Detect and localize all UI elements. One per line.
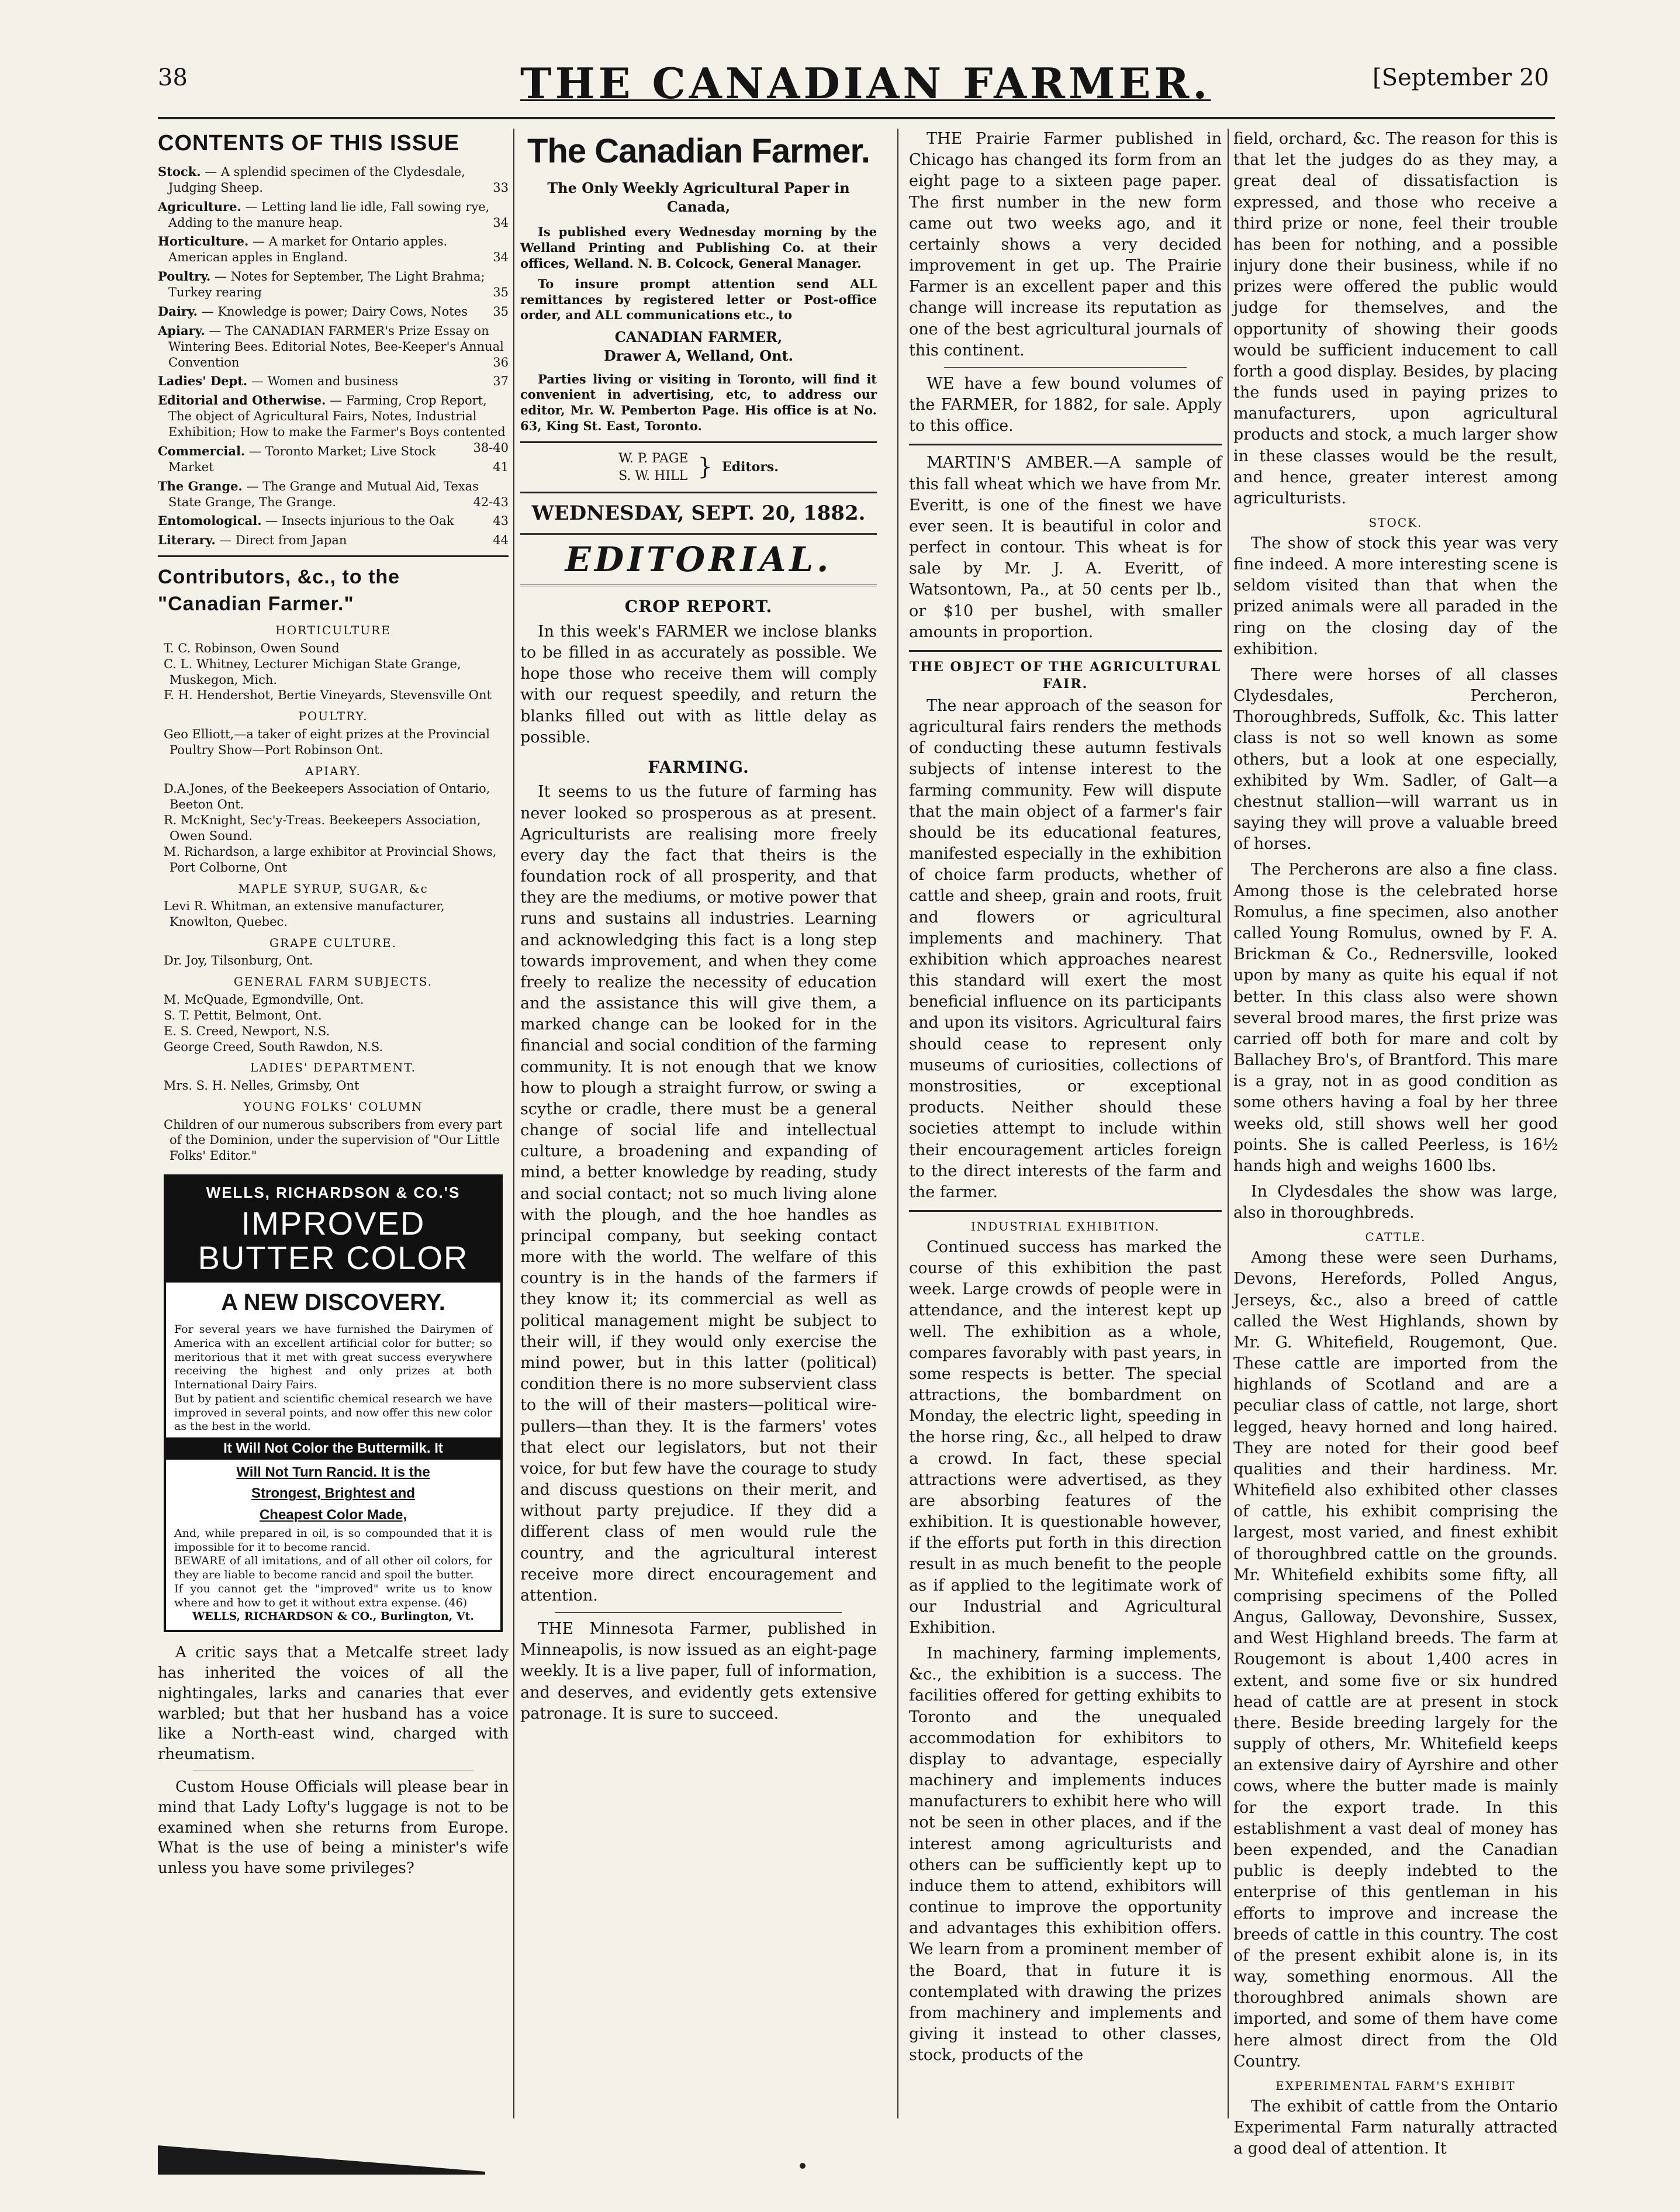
paper-title: The Canadian Farmer. <box>527 132 870 170</box>
column-3 <box>909 129 1222 2118</box>
contributor-entry: Dr. Joy, Tilsonburg, Ont. <box>164 953 313 968</box>
header-date: [September 20 <box>1373 64 1549 91</box>
remittance-notice: To insure prompt attention send ALL remittances by registered letter or Post-office order, and ALL communications etc., to <box>520 276 877 323</box>
agricultural-fair-heading: THE OBJECT OF THE AGRICULTURAL FAIR. <box>909 659 1222 692</box>
ad-para3: And, while prepared in oil, is so compounded that it is impossible for it to become rancid. <box>174 1526 492 1554</box>
ad-discovery: A NEW DISCOVERY. <box>221 1289 445 1315</box>
contributor-entry: R. McKnight, Sec'y-Treas. Beekeepers Association, Owen Sound. <box>164 813 481 843</box>
contents-item: Apiary. — The CANADIAN FARMER's Prize Essay on Wintering Bees. Editorial Notes, Bee-Keeper's Annual Convention 36 <box>158 323 509 369</box>
contributor-category: POULTRY. <box>298 709 368 724</box>
contents-page: 33 <box>493 180 509 195</box>
bound-volumes-paragraph: WE have a few bound volumes of the FARMER, for 1882, for sale. Apply to this office. <box>909 374 1222 436</box>
masthead: THE CANADIAN FARMER. <box>520 58 1211 108</box>
contents-page: 38-40 <box>473 440 509 455</box>
contents-item: Dairy. — Knowledge is power; Dairy Cows, Notes 35 <box>158 303 509 319</box>
ink-smear <box>158 2140 485 2175</box>
contents-page: 34 <box>493 215 509 230</box>
ad-line1: Will Not Turn Rancid. It is the <box>236 1464 430 1481</box>
contents-item: Editorial and Otherwise. — Farming, Crop Report, The object of Agricultural Fairs, Notes, Industrial Exhibition; How to make the Farmer's Boys contented 38-40 <box>158 393 509 455</box>
contributor-category: HORTICULTURE <box>275 623 391 638</box>
toronto-notice: Parties living or visiting in Toronto, will find it convenient in advertising, etc, to address our editor, Mr. W. Pemberton Page. His office is at No. 63, King St. East, Toronto. <box>520 371 877 434</box>
contents-section: Stock. <box>158 164 201 179</box>
agricultural-fair-text: The near approach of the season for agricultural fairs renders the methods of conducting these autumn festivals subjects of intense interest to the farming community. Few will dispute that the main object of a farmer's fair should be its educational features, manifested especially in the exhibition of choice farm products, whether of cattle and sheep, grain and roots, fruit and flowers or agricultural implements and machinery. That exhibition which approaches nearest this standard will exert the most beneficial influence on its participants and upon its visitors. Agricultural fairs should cease to represent only museums of curiosities, collections of monstrosities, or exceptional products. Neither should these societies attempt to include within their encouragement articles foreign to the direct interests of the farm and the farmer. <box>909 696 1222 1201</box>
contents-text: Direct from Japan <box>236 533 347 548</box>
contents-item: The Grange. — The Grange and Mutual Aid, Texas State Grange, The Grange. 42-43 <box>158 478 509 509</box>
page-number: 38 <box>158 64 188 91</box>
exhibition-continued: field, orchard, &c. The reason for this is that let the judges do as they may, a great deal of dissatisfaction is expressed, and those who receive a third prize or none, feel their trouble has been for nothing, and a possible injury done their business, while if no prizes were offered the public would judge for themselves, and the opportunity of showing their goods would be sufficient inducement to call forth a good display. Besides, by placing the funds used in paying prizes to manufacturers, upon agricultural products and stock, a much larger show in these classes would be the result, and hence, greater interest among agriculturists. <box>1233 130 1558 507</box>
contributors-list <box>158 623 509 1164</box>
ad-line2: Strongest, Brightest and <box>251 1485 416 1502</box>
ad-footer: WELLS, RICHARDSON & CO., Burlington, Vt. <box>192 1610 475 1623</box>
contributor-category: GRAPE CULTURE. <box>269 935 397 950</box>
contents-title: CONTENTS OF THIS ISSUE <box>158 131 460 155</box>
contents-page: 41 <box>493 459 509 474</box>
ad-para5: If you cannot get the "improved" write us to know where and how to get it without extra expense. (46) <box>174 1582 492 1609</box>
contents-item: Ladies' Dept. — Women and business 37 <box>158 374 509 389</box>
ad-band: It Will Not Color the Buttermilk. It <box>166 1437 500 1460</box>
divider <box>158 555 509 557</box>
divider <box>520 492 877 493</box>
contents-section: The Grange. <box>158 478 243 493</box>
stock-paragraph-3: The Percherons are also a fine class. Among those is the celebrated horse Romulus, a fine specimen, also another called Young Romulus, owned by F. A. Brickman & Co., Rednersville, looked upon by many as quite his equal if not better. In this class also were shown several brood mares, the first prize was carried off both for mare and colt by Ballachey Bro's, of Brantford. This mare is a gray, not in as good condition as some others having a foal by her three weeks old, still shows well her good points. She is called Peerless, is 16½ hands high and weighs 1600 lbs. <box>1233 860 1558 1175</box>
ink-dot <box>800 2163 806 2169</box>
editors-block <box>520 450 877 485</box>
contents-item: Stock. — A splendid specimen of the Clydesdale, Judging Sheep. 33 <box>158 164 509 195</box>
divider <box>555 1612 842 1613</box>
contents-page: 34 <box>493 250 509 265</box>
ad-product-line1: IMPROVED <box>241 1204 426 1242</box>
contents-item: Commercial. — Toronto Market; Live Stock Market 41 <box>158 443 509 474</box>
customs-paragraph: Custom House Officials will please bear in mind that Lady Lofty's luggage is not to be examined when she returns from Europe. What is the use of being a minister's wife unless you have some privileges? <box>158 1778 509 1878</box>
column-4 <box>1233 129 1558 2158</box>
contributor-entry: Levi R. Whitman, an extensive manufacturer, Knowlton, Quebec. <box>164 899 445 929</box>
contributor-entry: D.A.Jones, of the Beekeepers Association of Ontario, Beeton Ont. <box>164 782 490 812</box>
contributor-entry: Geo Elliott,—a taker of eight prizes at the Provincial Poultry Show—Port Robinson Ont. <box>164 727 490 757</box>
editors-label: Editors. <box>721 459 779 475</box>
contents-section: Dairy. <box>158 303 198 319</box>
publishing-notice: Is published every Wednesday morning by the Welland Printing and Publishing Co. at their offices, Welland. N. B. Colcock, General Manager. <box>520 224 877 271</box>
issue-dateline: WEDNESDAY, SEPT. 20, 1882. <box>531 502 866 526</box>
editor-hill: S. W. HILL <box>618 468 688 483</box>
contents-section: Horticulture. <box>158 234 249 249</box>
editor-page: W. P. PAGE <box>618 451 689 466</box>
column-divider <box>897 129 898 2118</box>
farming-heading: FARMING. <box>648 757 749 777</box>
contents-text: A market for Ontario apples. American apples in England. <box>168 234 448 265</box>
industrial-exhibition-text-1: Continued success has marked the course of this exhibition the past week. Large crowds of people were in attendance, and the interest kept up well. The exhibition as a whole, compares favorably with past years, in some respects is better. The special attractions, the bombardment on Monday, the electric light, speeding in the horse ring, &c., all helped to draw a crowd. In fact, these special attractions were advertised, as they are absorbing features of the exhibition. It is questionable however, if the efforts put forth in this direction result in as much benefit to the people as if applied to the legitimate work of our Industrial and Agricultural Exhibition. <box>909 1238 1222 1637</box>
martins-amber-paragraph: MARTIN'S AMBER.—A sample of this fall wheat which we have from Mr. Everitt, is one of the finest we have ever seen. It is beautiful in color and perfect in contour. This wheat is for sale by Mr. J. A. Everitt, of Watsontown, Pa., at 50 cents per lb., or $10 per bushel, with smaller amounts in proportion. <box>909 454 1222 641</box>
contributor-category: YOUNG FOLKS' COLUMN <box>243 1099 423 1114</box>
editor-names <box>618 450 688 485</box>
contributor-category: GENERAL FARM SUBJECTS. <box>233 974 433 989</box>
contents-page: 35 <box>493 304 509 319</box>
contents-section: Commercial. <box>158 443 246 458</box>
stock-heading: STOCK. <box>1368 516 1423 530</box>
contents-text: Letting land lie idle, Fall sowing rye, Adding to the manure heap. <box>168 199 490 230</box>
contributor-entry: Mrs. S. H. Nelles, Grimsby, Ont <box>164 1079 359 1093</box>
contents-text: Notes for September, The Light Brahma; Turkey rearing <box>168 269 485 300</box>
ad-product-line2: BUTTER COLOR <box>198 1239 469 1276</box>
stock-paragraph-4: In Clydesdales the show was large, also in thoroughbreds. <box>1233 1183 1558 1222</box>
contents-section: Literary. <box>158 533 216 548</box>
contributor-category: LADIES' DEPARTMENT. <box>250 1060 416 1075</box>
divider <box>909 444 1222 445</box>
contributor-entry: E. S. Creed, Newport, N.S. <box>164 1024 330 1038</box>
contributor-entry: F. H. Hendershot, Bertie Vineyards, Stevensville Ont <box>164 688 492 703</box>
minnesota-paragraph: THE Minnesota Farmer, published in Minneapolis, is now issued as an eight-page weekly. It is a live paper, full of information, and deserves, and evidently gets extensive patronage. It is sure to succeed. <box>520 1620 877 1723</box>
ad-para1: For several years we have furnished the Dairymen of America with an excellent artificial color for butter; so meritorious that it met with great success everywhere receiving the highest and only prizes at both International Dairy Fairs. <box>174 1323 492 1392</box>
industrial-exhibition-heading: INDUSTRIAL EXHIBITION. <box>970 1219 1160 1234</box>
ad-para2: But by patient and scientific chemical research we have improved in several points, and now offer this new color as the best in the world. <box>174 1392 492 1433</box>
contents-section: Editorial and Otherwise. <box>158 393 326 408</box>
ad-para4: BEWARE of all imitations, and of all other oil colors, for they are liable to become rancid and spoil the butter. <box>174 1554 492 1582</box>
contents-page: 43 <box>493 514 509 528</box>
crop-report-text: In this week's FARMER we inclose blanks to be filled in as accurately as possible. We hope those who receive them will comply with our request speedily, and return the blanks filled out with as little delay as possible. <box>520 622 877 746</box>
address-line1: CANADIAN FARMER, <box>614 329 783 346</box>
editors-brace: } <box>697 453 713 481</box>
column-divider <box>513 129 514 2118</box>
divider <box>909 650 1222 652</box>
contents-section: Agriculture. <box>158 199 241 214</box>
experimental-farm-heading: EXPERIMENTAL FARM'S EXHIBIT <box>1275 2078 1516 2093</box>
ad-line3: Cheapest Color Made, <box>259 1506 407 1523</box>
contents-page: 37 <box>493 374 509 389</box>
contributor-category: MAPLE SYRUP, SUGAR, &c <box>238 881 428 896</box>
contents-text: The CANADIAN FARMER's Prize Essay on Wintering Bees. Editorial Notes, Bee-Keeper's Annual Convention <box>168 323 504 369</box>
contents-page: 44 <box>493 533 509 548</box>
divider <box>944 367 1187 368</box>
contents-page: 36 <box>493 355 509 369</box>
contributor-entry: S. T. Pettit, Belmont, Ont. <box>164 1008 322 1022</box>
crop-report-heading: CROP REPORT. <box>624 597 773 617</box>
contents-item: Entomological. — Insects injurious to the Oak 43 <box>158 513 509 528</box>
contents-text: Knowledge is power; Dairy Cows, Notes <box>217 304 468 319</box>
contributors-title: Contributors, &c., to the "Canadian Farmer." <box>158 566 400 615</box>
editorial-banner: EDITORIAL. <box>520 533 877 587</box>
contributor-entry: T. C. Robinson, Owen Sound <box>164 641 340 655</box>
column-1 <box>158 129 509 2118</box>
contents-text: Toronto Market; Live Stock Market <box>168 444 436 474</box>
paper-tagline: The Only Weekly Agricultural Paper in Canada, <box>547 179 850 215</box>
contents-item: Poultry. — Notes for September, The Light Brahma; Turkey rearing 35 <box>158 269 509 300</box>
column-divider <box>1228 129 1229 2118</box>
industrial-exhibition-text-2: In machinery, farming implements, &c., the exhibition is a success. The facilities offered for getting exhibits to Toronto and the unequaled accommodation for exhibitors to display to advantage, especially machinery and implements induces manufacturers to exhibit here who will not be seen in other places, and if the interest among agriculturists and others can be sufficiently kept up to induce them to attend, exhibitors will continue to improve the opportunity and advantages this exhibition offers. We learn from a prominent member of the Board, that in future it is contemplated with drawing the prizes from machinery and implements and giving it instead to other classes, stock, products of the <box>909 1644 1222 2065</box>
cattle-paragraph: Among these were seen Durhams, Devons, Herefords, Polled Angus, Jerseys, &c., also a breed of cattle called the West Highlands, shown by Mr. G. Whitefield, Rougemont, Que. These cattle are imported from the highlands of Scotland and are a peculiar class of cattle, not large, short legged, heavy horned and long haired. They are noted for their good beef qualities and their hardiness. Mr. Whitefield also exhibited other classes of cattle, his exhibit comprising the largest, most varied, and finest exhibit of thoroughbred cattle on the grounds. Mr. Whitefield exhibits some fifty, all comprising specimens of the Polled Angus, Galloway, Devonshire, Sussex, and West Highland breeds. The farm at Rougemont is about 1,400 acres in extent, and some five or six hundred head of cattle are at present in stock there. Beside breeding largely for the supply of others, Mr. Whitefield keeps an extensive dairy of Ayrshire and other cows, where the butter made is mainly for the export trade. In this establishment a vast deal of money has been expended, and the Canadian public is deeply indebted to the enterprise of this gentleman in his efforts to improve and increase the breeds of cattle in this country. The cost of the present exhibit alone is, in its way, something enormous. All the thoroughbred animals shown are imported, and some of them have come here almost direct from the Old Country. <box>1233 1249 1558 2071</box>
farming-text: It seems to us the future of farming has never looked so prosperous as at present. Agriculturists are realising more freely every day the fact that theirs is the foundation rock of all prosperity, and that they are the mediums, or motive power that runs and sustains all industries. Learning and acknowledging this fact is a long step towards improvement, and when they come freely to realize the necessity of education and the assistance this will give them, a marked change can be looked for in the financial and social condition of the farming community. It is not enough that we know how to plough a straight furrow, or swing a scythe or cradle, there must be a general change of social life and intellectual culture, a broadening and expanding of mind, a better knowledge by reading, study and social contact; not so much living alone with the plough, and the hoe handles as principal company, but seeking contact more with the world. The welfare of this country is in the hands of the farmers if they know it; its commercial as well as political management might be subject to their will, if they would only exercise the mind power, but in this latter (political) condition there is no more subservient class to the will of their masters—political wire-pullers—than they. It is the farmers' votes that elect our legislators, but not their voice, for but few have the courage to study and discuss questions on their merit, and without party prejudice. If they did a different class of men would rule the country, and the agricultural interest receive more direct encouragement and attention. <box>520 783 877 1605</box>
contributor-entry: Children of our numerous subscribers from every part of the Dominion, under the supervision of "Our Little Folks' Editor." <box>164 1117 503 1163</box>
contents-section: Poultry. <box>158 269 211 284</box>
contents-item: Agriculture. — Letting land lie idle, Fall sowing rye, Adding to the manure heap. 34 <box>158 199 509 230</box>
divider <box>520 441 877 443</box>
contents-text: A splendid specimen of the Clydesdale, Judging Sheep. <box>168 164 465 195</box>
ad-firm: WELLS, RICHARDSON & CO.'S <box>166 1177 500 1203</box>
contents-item: Literary. — Direct from Japan 44 <box>158 533 509 548</box>
contents-section: Apiary. <box>158 323 205 338</box>
column-2 <box>520 129 877 2118</box>
contributor-entry: M. Richardson, a large exhibitor at Provincial Shows, Port Colborne, Ont <box>164 844 497 875</box>
divider <box>909 1210 1222 1212</box>
contents-section: Entomological. <box>158 513 262 528</box>
contributor-category: APIARY. <box>305 763 361 778</box>
header-rule <box>158 117 1555 119</box>
contents-page: 42-43 <box>473 495 509 509</box>
contents-item: Horticulture. — A market for Ontario apples. American apples in England. 34 <box>158 234 509 265</box>
stock-paragraph-2: There were horses of all classes Clydesdales, Percheron, Thoroughbreds, Suffolk, &c. This latter class is not so well known as some others, but a look at one especially, exhibited by Wm. Sadler, of Galt—a chestnut stallion—will warrant us in saying they will prove a valuable breed of horses. <box>1233 665 1558 853</box>
contents-text: The Grange and Mutual Aid, Texas State Grange, The Grange. <box>168 479 479 509</box>
contents-text: Insects injurious to the Oak <box>281 514 454 528</box>
experimental-farm-text: The exhibit of cattle from the Ontario Experimental Farm naturally attracted a good deal of attention. It <box>1233 2097 1558 2158</box>
page-header <box>158 58 1549 111</box>
address-line2: Drawer A, Welland, Ont. <box>603 347 794 365</box>
contributor-entry: C. L. Whitney, Lecturer Michigan State Grange, Muskegon, Mich. <box>164 656 461 687</box>
ad-product <box>166 1203 500 1283</box>
contents-section: Ladies' Dept. <box>158 374 248 389</box>
contents-list <box>158 164 509 548</box>
contributor-entry: M. McQuade, Egmondville, Ont. <box>164 992 364 1007</box>
stock-paragraph-1: The show of stock this year was very fine indeed. A more interesting scene is seldom visited than that when the prized animals were all paraded in the ring on the closing day of the exhibition. <box>1233 534 1558 658</box>
butter-color-advertisement <box>164 1174 503 1632</box>
prairie-farmer-paragraph: THE Prairie Farmer published in Chicago has changed its form from an eight page to a sixteen page paper. The first number in the new form came out two weeks ago, and it certainly shows a very decided improvement in get up. The Prairie Farmer is an excellent paper and this change will increase its reputation as one of the best agricultural journals of this continent. <box>909 130 1222 360</box>
contents-page: 35 <box>493 285 509 300</box>
critic-paragraph: A critic says that a Metcalfe street lady has inherited the voices of all the nightingales, larks and canaries that ever warbled; but that her husband has a voice like a North-east wind, charged with rheumatism. <box>158 1644 509 1764</box>
contents-text: Farming, Crop Report, The object of Agricultural Fairs, Notes, Industrial Exhibition; How to make the Farmer's Boys contented <box>168 393 506 440</box>
cattle-heading: CATTLE. <box>1365 1230 1426 1245</box>
contributor-entry: George Creed, South Rawdon, N.S. <box>164 1039 383 1054</box>
contents-text: Women and business <box>267 374 399 389</box>
